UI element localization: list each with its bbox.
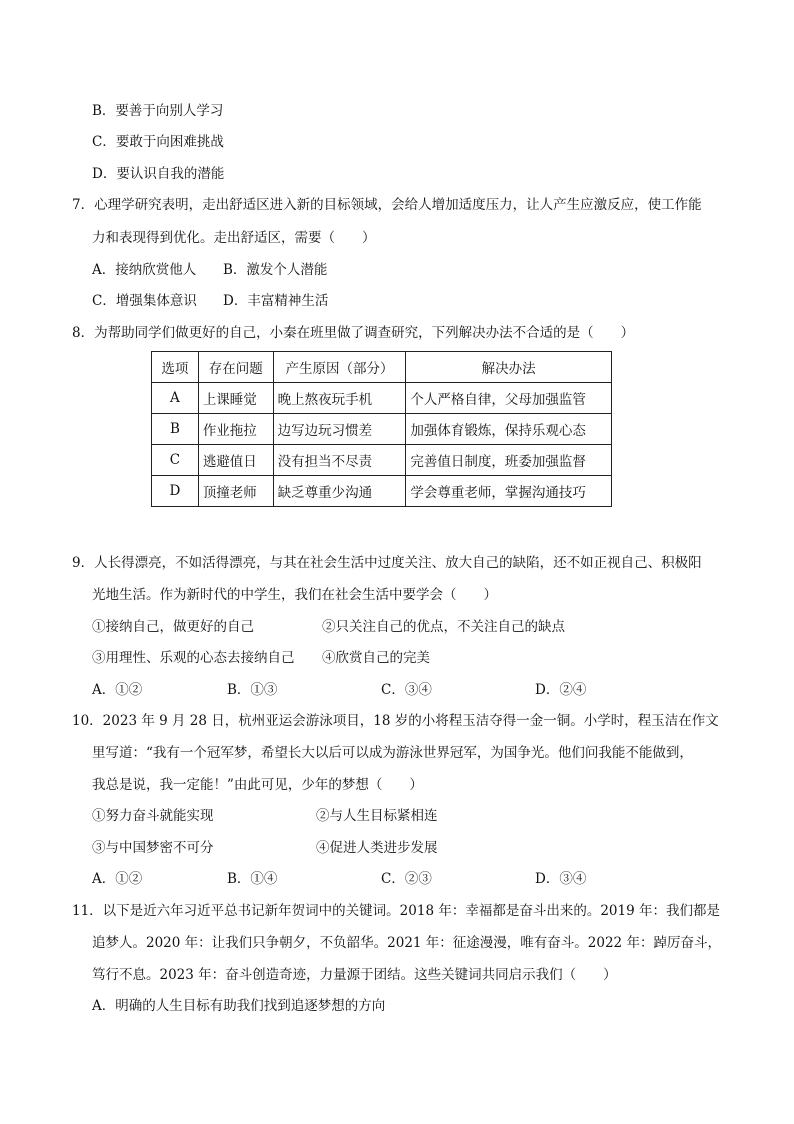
table-header-cell: 选项 — [152, 352, 199, 383]
table-cell: 缺乏尊重少沟通 — [273, 476, 406, 507]
q8-survey-table — [151, 351, 612, 507]
table-cell: 边写边玩习惯差 — [273, 414, 406, 445]
table-cell: 逃避值日 — [198, 445, 273, 476]
table-cell: D — [152, 476, 199, 507]
q10-stem-line-2: 里写道：“我有一个冠军梦，希望长大以后可以成为游泳世界冠军，为国争光。他们问我能不能做到， — [92, 745, 693, 761]
q9-item-3: ③用理性、乐观的心态去接纳自己 — [92, 650, 295, 666]
q7-option-a: A．接纳欣赏他人 — [92, 262, 197, 278]
q7-option-b: B．激发个人潜能 — [223, 262, 328, 278]
q9-stem-line-1: 9．人长得漂亮，不如活得漂亮，与其在社会生活中过度关注、放大自己的缺陷，还不如正视自己、积极阳 — [72, 555, 702, 571]
table-cell: C — [152, 445, 199, 476]
q6-option-d: D．要认识自我的潜能 — [92, 166, 225, 182]
q9-option-b: B．①③ — [227, 682, 278, 698]
table-row — [152, 445, 612, 476]
table-cell: 完善值日制度，班委加强监督 — [406, 445, 612, 476]
q9-option-d: D．②④ — [535, 682, 587, 698]
table-cell: 学会尊重老师，掌握沟通技巧 — [406, 476, 612, 507]
q10-option-d: D．③④ — [535, 871, 587, 887]
q11-stem-line-1: 11．以下是近六年习近平总书记新年贺词中的关键词。2018 年：幸福都是奋斗出来的。2019 年：我们都是 — [72, 903, 720, 919]
table-cell: 没有担当不尽责 — [273, 445, 406, 476]
q7-stem-line-2: 力和表现得到优化。走出舒适区，需要（ ） — [92, 230, 376, 246]
q7-option-c: C．增强集体意识 — [92, 293, 197, 309]
table-header-row — [152, 352, 612, 383]
q11-stem-line-3: 笃行不息。2023 年：奋斗创造奇迹，力量源于团结。这些关键词共同启示我们（ ） — [92, 967, 617, 983]
table-cell: B — [152, 414, 199, 445]
q10-stem-line-3: 我总是说，我一定能！”由此可见，少年的梦想（ ） — [92, 777, 423, 793]
q10-item-3: ③与中国梦密不可分 — [92, 840, 214, 856]
table-cell: 作业拖拉 — [198, 414, 273, 445]
table-row — [152, 414, 612, 445]
table-header-cell: 解决办法 — [406, 352, 612, 383]
q9-item-4: ④欣赏自己的完美 — [322, 650, 430, 666]
q11-option-a: A．明确的人生目标有助我们找到追逐梦想的方向 — [92, 998, 386, 1014]
table-cell: 上课睡觉 — [198, 383, 273, 414]
table-row — [152, 476, 612, 507]
q7-stem-line-1: 7．心理学研究表明，走出舒适区进入新的目标领域，会给人增加适度压力，让人产生应激反应，使工作能 — [72, 197, 702, 213]
q9-option-c: C．③④ — [381, 682, 432, 698]
q6-option-c: C．要敢于向困难挑战 — [92, 134, 224, 150]
q10-option-a: A．①② — [92, 871, 143, 887]
table-header-cell: 存在问题 — [198, 352, 273, 383]
q11-stem-line-2: 追梦人。2020 年：让我们只争朝夕，不负韶华。2021 年：征途漫漫，唯有奋斗。2022 年：踔厉奋斗， — [92, 935, 721, 951]
q10-item-1: ①努力奋斗就能实现 — [92, 808, 214, 824]
table-cell: 晚上熬夜玩手机 — [273, 383, 406, 414]
q9-option-a: A．①② — [92, 682, 143, 698]
q9-stem-line-2: 光地生活。作为新时代的中学生，我们在社会生活中要学会（ ） — [92, 587, 497, 603]
table-cell: A — [152, 383, 199, 414]
q10-item-4: ④促进人类进步发展 — [316, 840, 438, 856]
table-row — [152, 383, 612, 414]
q10-option-c: C．②③ — [381, 871, 432, 887]
q9-item-1: ①接纳自己，做更好的自己 — [92, 619, 254, 635]
table-cell: 个人严格自律，父母加强监管 — [406, 383, 612, 414]
table-cell: 加强体育锻炼，保持乐观心态 — [406, 414, 612, 445]
q10-item-2: ②与人生目标紧相连 — [316, 808, 438, 824]
q9-item-2: ②只关注自己的优点，不关注自己的缺点 — [322, 619, 565, 635]
table-header-cell: 产生原因（部分） — [273, 352, 406, 383]
q6-option-b: B．要善于向别人学习 — [92, 103, 224, 119]
q10-option-b: B．①④ — [227, 871, 278, 887]
q8-stem: 8．为帮助同学们做更好的自己，小秦在班里做了调查研究，下列解决办法不合适的是（ ） — [72, 325, 635, 341]
table-cell: 顶撞老师 — [198, 476, 273, 507]
q7-option-d: D．丰富精神生活 — [223, 293, 329, 309]
q10-stem-line-1: 10．2023 年 9 月 28 日，杭州亚运会游泳项目，18 岁的小将程玉洁夺得一金一铜。小学时，程玉洁在作文 — [72, 713, 719, 729]
